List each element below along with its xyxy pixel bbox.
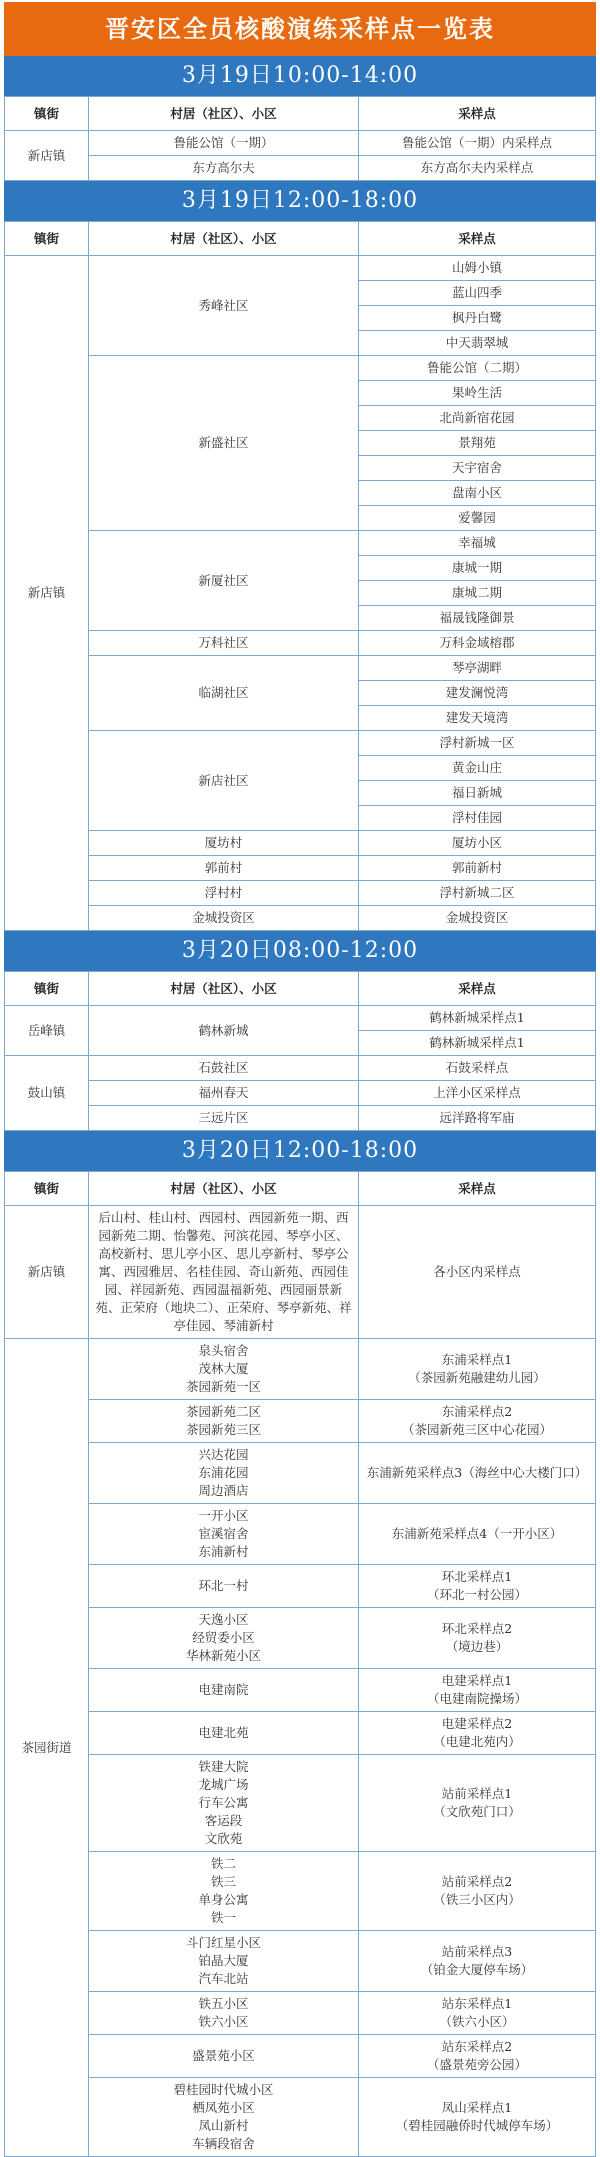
town-cell: 岳峰镇 bbox=[5, 1006, 89, 1056]
site-line: 凤山采样点1 bbox=[441, 2100, 513, 2115]
site-cell bbox=[359, 831, 596, 856]
site-cell bbox=[359, 656, 596, 681]
header-town: 镇街 bbox=[5, 97, 89, 131]
site-cell bbox=[359, 1081, 596, 1106]
site-line: 建发天境湾 bbox=[445, 710, 509, 725]
village-cell bbox=[89, 1400, 359, 1443]
site-line: 康城一期 bbox=[451, 560, 502, 575]
site-cell bbox=[359, 1608, 596, 1669]
site-cell bbox=[359, 781, 596, 806]
village-line: 茶园新苑二区 bbox=[185, 1404, 261, 1419]
village-cell bbox=[89, 881, 359, 906]
table-row bbox=[5, 1106, 596, 1131]
header-village: 村居（社区）、小区 bbox=[89, 97, 359, 131]
header-site: 采样点 bbox=[359, 1172, 596, 1206]
sampling-table bbox=[4, 971, 596, 1131]
site-cell bbox=[359, 281, 596, 306]
site-line: 福日新城 bbox=[451, 785, 502, 800]
site-line: 站前采样点3 bbox=[441, 1944, 513, 1959]
table-row bbox=[5, 256, 596, 281]
header-village: 村居（社区）、小区 bbox=[89, 972, 359, 1006]
sampling-table bbox=[4, 96, 596, 181]
site-line: 东浦新苑采样点3（海丝中心大楼门口） bbox=[366, 1465, 588, 1480]
table-row bbox=[5, 881, 596, 906]
town-cell: 新店镇 bbox=[5, 1206, 89, 1339]
site-line: 浮村佳园 bbox=[451, 810, 502, 825]
village-line: 三远片区 bbox=[198, 1110, 249, 1125]
site-line: 爱馨园 bbox=[458, 510, 496, 525]
site-cell bbox=[359, 1400, 596, 1443]
site-cell bbox=[359, 1669, 596, 1712]
site-line: 环北采样点1 bbox=[441, 1569, 513, 1584]
town-cell: 茶园街道 bbox=[5, 1339, 89, 2157]
site-cell bbox=[359, 1504, 596, 1565]
table-row bbox=[5, 831, 596, 856]
site-cell bbox=[359, 731, 596, 756]
site-line: 鹤林新城采样点1 bbox=[429, 1010, 525, 1025]
site-cell bbox=[359, 1106, 596, 1131]
village-line: 碧桂园时代城小区 bbox=[173, 2082, 274, 2097]
table-row bbox=[5, 1504, 596, 1565]
site-cell bbox=[359, 681, 596, 706]
table-row bbox=[5, 356, 596, 381]
table-row bbox=[5, 1712, 596, 1755]
village-line: 铁一 bbox=[210, 1910, 236, 1925]
village-line: 电建北苑 bbox=[198, 1725, 249, 1740]
village-line: 厦坊村 bbox=[204, 835, 243, 850]
village-line: 茂林大厦 bbox=[198, 1361, 249, 1376]
site-cell bbox=[359, 631, 596, 656]
section-time-header: 3月19日12:00-18:00 bbox=[4, 181, 596, 221]
village-cell bbox=[89, 856, 359, 881]
site-line: 站前采样点1 bbox=[441, 1786, 513, 1801]
site-line: 蓝山四季 bbox=[451, 285, 502, 300]
table-row bbox=[5, 1081, 596, 1106]
site-line: （茶园新苑三区中心花园） bbox=[401, 1422, 552, 1437]
village-line: 金城投资区 bbox=[192, 910, 255, 925]
site-line: 站东采样点2 bbox=[441, 2039, 513, 2054]
site-line: （环北一村公园） bbox=[426, 1587, 527, 1602]
site-cell bbox=[359, 381, 596, 406]
site-cell bbox=[359, 331, 596, 356]
village-cell bbox=[89, 2078, 359, 2157]
village-line: 铁二 bbox=[210, 1856, 236, 1871]
table-row bbox=[5, 1608, 596, 1669]
village-cell bbox=[89, 1339, 359, 1400]
site-line: 东浦新苑采样点4（一开小区） bbox=[391, 1526, 563, 1541]
site-cell bbox=[359, 1031, 596, 1056]
village-cell bbox=[89, 831, 359, 856]
town-cell: 新店镇 bbox=[5, 256, 89, 931]
site-cell bbox=[359, 806, 596, 831]
village-line: 临湖社区 bbox=[198, 685, 249, 700]
table-row bbox=[5, 1206, 596, 1339]
site-line: 山姆小镇 bbox=[451, 260, 502, 275]
site-line: （铁三小区内） bbox=[433, 1892, 521, 1907]
section-time-header: 3月20日12:00-18:00 bbox=[4, 1131, 596, 1171]
site-line: （电建北苑内） bbox=[433, 1734, 521, 1749]
table-row bbox=[5, 1056, 596, 1081]
village-cell bbox=[89, 906, 359, 931]
village-line: 泉头宿舍 bbox=[198, 1343, 249, 1358]
village-cell bbox=[89, 131, 359, 156]
village-line: 郭前村 bbox=[204, 860, 243, 875]
village-cell bbox=[89, 1992, 359, 2035]
village-line: 单身公寓 bbox=[198, 1892, 249, 1907]
village-cell bbox=[89, 1565, 359, 1608]
table-row bbox=[5, 631, 596, 656]
village-line: 茶园新苑一区 bbox=[185, 1379, 261, 1394]
site-line: （境边巷） bbox=[445, 1639, 509, 1654]
site-cell bbox=[359, 1056, 596, 1081]
site-line: 建发澜悦湾 bbox=[445, 685, 509, 700]
site-line: （盛景苑旁公园） bbox=[426, 2057, 527, 2072]
table-row bbox=[5, 156, 596, 181]
village-line: 经贸委小区 bbox=[192, 1630, 255, 1645]
table-row bbox=[5, 1852, 596, 1931]
site-line: 鹤林新城采样点1 bbox=[429, 1035, 525, 1050]
village-cell bbox=[89, 656, 359, 731]
site-line: 幸福城 bbox=[458, 535, 496, 550]
header-site: 采样点 bbox=[359, 972, 596, 1006]
site-line: 东浦采样点1 bbox=[441, 1352, 513, 1367]
village-line: 东方高尔夫 bbox=[192, 160, 255, 175]
village-line: 铂晶大厦 bbox=[198, 1953, 249, 1968]
village-line: 东浦新村 bbox=[198, 1544, 249, 1559]
site-line: 福晟钱隆御景 bbox=[439, 610, 515, 625]
village-cell bbox=[89, 2035, 359, 2078]
site-cell bbox=[359, 881, 596, 906]
site-cell bbox=[359, 2078, 596, 2157]
site-cell bbox=[359, 1443, 596, 1504]
site-line: 鲁能公馆（一期）内采样点 bbox=[401, 135, 552, 150]
site-line: 北尚新宿花园 bbox=[439, 410, 515, 425]
site-cell bbox=[359, 431, 596, 456]
header-town: 镇街 bbox=[5, 972, 89, 1006]
site-line: 康城二期 bbox=[451, 585, 502, 600]
village-line: 鲁能公馆（一期） bbox=[173, 135, 274, 150]
table-row bbox=[5, 906, 596, 931]
site-cell bbox=[359, 481, 596, 506]
sampling-table bbox=[4, 1171, 596, 2157]
village-line: 华林新苑小区 bbox=[185, 1648, 261, 1663]
village-line: 宦溪宿舍 bbox=[198, 1526, 249, 1541]
site-line: 石鼓采样点 bbox=[445, 1060, 509, 1075]
site-line: 鲁能公馆（二期） bbox=[426, 360, 527, 375]
table-row bbox=[5, 1339, 596, 1400]
village-cell bbox=[89, 1081, 359, 1106]
village-line: 铁六小区 bbox=[198, 2014, 249, 2029]
village-line: 天逸小区 bbox=[198, 1612, 249, 1627]
table-row bbox=[5, 1400, 596, 1443]
site-line: 中天翡翠城 bbox=[445, 335, 509, 350]
village-cell bbox=[89, 1608, 359, 1669]
village-line: 栖凤苑小区 bbox=[192, 2100, 255, 2115]
site-cell bbox=[359, 531, 596, 556]
site-cell bbox=[359, 1339, 596, 1400]
site-cell bbox=[359, 2035, 596, 2078]
village-line: 新店社区 bbox=[198, 772, 249, 788]
table-header-row bbox=[5, 222, 596, 256]
table-row bbox=[5, 656, 596, 681]
site-line: 郭前新村 bbox=[451, 860, 502, 875]
site-line: 景翔苑 bbox=[458, 435, 496, 450]
site-cell bbox=[359, 856, 596, 881]
table-row bbox=[5, 531, 596, 556]
village-line: 文欣苑 bbox=[204, 1831, 243, 1846]
site-line: （碧桂园融侨时代城停车场） bbox=[395, 2118, 559, 2133]
site-cell bbox=[359, 1852, 596, 1931]
site-line: （铂金大厦停车场） bbox=[420, 1962, 534, 1977]
site-line: 枫丹白鹭 bbox=[451, 310, 502, 325]
table-row bbox=[5, 731, 596, 756]
site-line: 环北采样点2 bbox=[441, 1621, 513, 1636]
village-cell bbox=[89, 1669, 359, 1712]
table-row bbox=[5, 856, 596, 881]
site-line: 金城投资区 bbox=[445, 910, 509, 925]
village-line: 福州春天 bbox=[198, 1085, 249, 1100]
site-line: （电建南院操场） bbox=[426, 1691, 527, 1706]
section-time-header: 3月20日08:00-12:00 bbox=[4, 931, 596, 971]
site-cell bbox=[359, 506, 596, 531]
village-line: 新盛社区 bbox=[198, 435, 249, 450]
site-cell bbox=[359, 756, 596, 781]
village-cell bbox=[89, 1712, 359, 1755]
site-line: （文欣苑门口） bbox=[433, 1804, 521, 1819]
page-title: 晋安区全员核酸演练采样点一览表 bbox=[4, 2, 596, 56]
site-cell bbox=[359, 1206, 596, 1339]
village-line: 铁五小区 bbox=[198, 1996, 249, 2011]
site-line: 果岭生活 bbox=[451, 385, 502, 400]
village-cell bbox=[89, 1206, 359, 1339]
village-cell bbox=[89, 256, 359, 356]
site-cell bbox=[359, 306, 596, 331]
site-cell bbox=[359, 1931, 596, 1992]
table-header-row bbox=[5, 972, 596, 1006]
site-line: （茶园新苑融建幼儿园） bbox=[408, 1370, 546, 1385]
site-line: 东方高尔夫内采样点 bbox=[420, 160, 534, 175]
village-cell bbox=[89, 531, 359, 631]
village-line: 铁建大院 bbox=[198, 1759, 249, 1774]
table-row bbox=[5, 1006, 596, 1031]
site-cell bbox=[359, 581, 596, 606]
village-line: 东浦花园 bbox=[198, 1465, 249, 1480]
sampling-table bbox=[4, 221, 596, 931]
site-cell bbox=[359, 156, 596, 181]
village-line: 电建南院 bbox=[198, 1682, 249, 1697]
village-line: 行车公寓 bbox=[198, 1795, 249, 1810]
village-line: 万科社区 bbox=[198, 635, 249, 650]
table-row bbox=[5, 1931, 596, 1992]
village-line: 一开小区 bbox=[198, 1508, 249, 1523]
table-row bbox=[5, 1669, 596, 1712]
site-line: 东浦采样点2 bbox=[441, 1404, 513, 1419]
site-cell bbox=[359, 906, 596, 931]
site-cell bbox=[359, 706, 596, 731]
table-row bbox=[5, 2078, 596, 2157]
site-line: 站东采样点1 bbox=[441, 1996, 513, 2011]
site-line: 天宇宿舍 bbox=[451, 460, 502, 475]
header-town: 镇街 bbox=[5, 1172, 89, 1206]
site-line: 浮村新城二区 bbox=[439, 885, 515, 900]
site-cell bbox=[359, 356, 596, 381]
village-cell bbox=[89, 356, 359, 531]
site-line: 浮村新城一区 bbox=[439, 735, 515, 750]
town-cell: 鼓山镇 bbox=[5, 1056, 89, 1131]
site-cell bbox=[359, 1006, 596, 1031]
site-line: 琴亭湖畔 bbox=[451, 660, 502, 675]
site-line: 盘南小区 bbox=[451, 485, 502, 500]
village-line: 兴达花园 bbox=[198, 1447, 249, 1462]
village-cell bbox=[89, 1931, 359, 1992]
village-cell bbox=[89, 1006, 359, 1056]
village-line: 环北一村 bbox=[198, 1578, 249, 1593]
village-line: 秀峰社区 bbox=[198, 297, 249, 313]
site-line: （铁六小区） bbox=[439, 2014, 515, 2029]
site-line: 黄金山庄 bbox=[451, 760, 502, 775]
village-line: 盛景苑小区 bbox=[192, 2048, 255, 2063]
village-line: 斗门红星小区 bbox=[185, 1935, 261, 1950]
village-line: 周边酒店 bbox=[198, 1483, 249, 1498]
header-site: 采样点 bbox=[359, 97, 596, 131]
village-line: 茶园新苑三区 bbox=[185, 1422, 261, 1437]
village-cell bbox=[89, 1056, 359, 1081]
village-cell bbox=[89, 731, 359, 831]
village-line: 浮村村 bbox=[204, 885, 243, 900]
sections-container bbox=[4, 56, 596, 2157]
table-header-row bbox=[5, 1172, 596, 1206]
site-cell bbox=[359, 456, 596, 481]
table-row bbox=[5, 1992, 596, 2035]
village-line: 新厦社区 bbox=[198, 572, 249, 588]
header-site: 采样点 bbox=[359, 222, 596, 256]
village-cell bbox=[89, 631, 359, 656]
site-line: 电建采样点1 bbox=[441, 1673, 513, 1688]
village-line: 石鼓社区 bbox=[198, 1060, 249, 1075]
site-cell bbox=[359, 131, 596, 156]
site-line: 各小区内采样点 bbox=[433, 1264, 521, 1279]
town-cell: 新店镇 bbox=[5, 131, 89, 181]
village-cell bbox=[89, 156, 359, 181]
site-line: 远洋路将军庙 bbox=[439, 1110, 515, 1125]
site-line: 电建采样点2 bbox=[441, 1716, 513, 1731]
table-row bbox=[5, 131, 596, 156]
site-cell bbox=[359, 1992, 596, 2035]
site-cell bbox=[359, 1712, 596, 1755]
village-line: 车辆段宿舍 bbox=[192, 2136, 255, 2151]
header-village: 村居（社区）、小区 bbox=[89, 222, 359, 256]
table-row bbox=[5, 1755, 596, 1852]
village-line: 凤山新村 bbox=[198, 2118, 249, 2133]
section-time-header: 3月19日10:00-14:00 bbox=[4, 56, 596, 96]
table-row bbox=[5, 1565, 596, 1608]
table-header-row bbox=[5, 97, 596, 131]
village-cell bbox=[89, 1755, 359, 1852]
site-cell bbox=[359, 1755, 596, 1852]
village-cell bbox=[89, 1106, 359, 1131]
village-cell bbox=[89, 1852, 359, 1931]
site-line: 站前采样点2 bbox=[441, 1874, 513, 1889]
site-line: 厦坊小区 bbox=[451, 835, 502, 850]
site-line: 上洋小区采样点 bbox=[433, 1085, 521, 1100]
site-cell bbox=[359, 606, 596, 631]
site-cell bbox=[359, 406, 596, 431]
village-line: 龙城广场 bbox=[198, 1777, 249, 1792]
header-village: 村居（社区）、小区 bbox=[89, 1172, 359, 1206]
table-row bbox=[5, 2035, 596, 2078]
table-row bbox=[5, 1443, 596, 1504]
site-cell bbox=[359, 1565, 596, 1608]
village-cell bbox=[89, 1504, 359, 1565]
village-line: 后山村、桂山村、西园村、西园新苑一期、西园新苑二期、怡馨苑、河滨花园、琴亭小区、高校新村、思儿亭小区、思儿亭新村、琴亭公寓、西园雅居、名桂佳园、奇山新苑、西园佳园、祥园新苑、西园温福新苑、西园丽景新苑、正荣府（地块二）、正荣府、琴亭新苑、祥亭佳园、琴浦新村 bbox=[95, 1210, 352, 1333]
village-line: 鹤林新城 bbox=[198, 1022, 249, 1038]
site-cell bbox=[359, 556, 596, 581]
site-line: 万科金域榕郡 bbox=[439, 635, 515, 650]
site-cell bbox=[359, 256, 596, 281]
village-line: 铁三 bbox=[210, 1874, 236, 1889]
document bbox=[4, 2, 596, 2157]
village-cell bbox=[89, 1443, 359, 1504]
village-line: 客运段 bbox=[204, 1813, 243, 1828]
village-line: 汽车北站 bbox=[198, 1971, 249, 1986]
header-town: 镇街 bbox=[5, 222, 89, 256]
